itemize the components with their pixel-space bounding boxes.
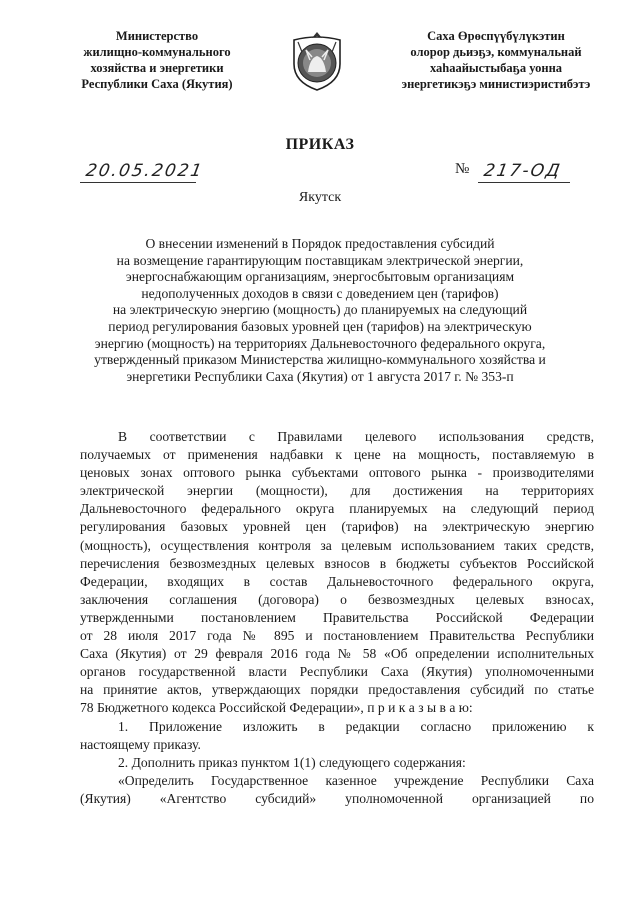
body-line: «Определить Государственное казенное учреждение Республики Саха <box>118 772 594 788</box>
subject-line: период регулирования базовых уровней цен (тарифов) на электрическую <box>108 318 532 334</box>
header-right-line: энергетикэҕэ министиэристибэтэ <box>401 77 591 91</box>
header-right-line: Саха Өрөспүүбүлүкэтин <box>427 29 565 43</box>
body-line: Федерации, входящих в состав Дальневосточного федерального округа, <box>80 573 594 589</box>
body-line: перечисления безвозмездных целевых взносов в бюджеты субъектов Российской <box>80 555 594 571</box>
coat-of-arms-icon <box>288 30 346 92</box>
subject-line: на электрическую энергию (мощность) до планируемых на следующий <box>112 302 528 318</box>
order-body <box>80 428 594 808</box>
body-line: Саха (Якутия) от 29 февраля 2016 года № 58 «Об определении исполнительных <box>80 646 594 662</box>
body-line: 1. Приложение изложить в редакции согласно приложению к <box>118 718 594 734</box>
ministry-name-yakut <box>376 28 616 92</box>
body-line: электрической энергии (мощности), для достижения на территориях <box>80 483 594 499</box>
body-line: ценовых зонах оптового рынка субъектами оптового рынка - производителями <box>80 465 594 481</box>
header-left-line: жилищно-коммунального <box>83 45 231 59</box>
body-line: настоящему приказу. <box>80 736 201 752</box>
document-title: ПРИКАЗ <box>285 136 355 153</box>
header-left-line: Министерство <box>115 29 199 43</box>
header-left-line: хозяйства и энергетики <box>90 61 224 75</box>
body-line: органов государственной власти Республики Саха (Якутия) уполномоченными <box>80 664 594 680</box>
order-number-field <box>478 160 570 183</box>
order-date-field <box>80 160 206 183</box>
body-line: от 28 июля 2017 года № 895 и постановлением Правительства Республики <box>80 628 594 644</box>
subject-line: энергоснабжающим организациям, энергосбытовым организациям <box>125 269 515 285</box>
ministry-name-russian <box>62 28 252 92</box>
body-line: Дальневосточного федерального округа планируемых на следующий период <box>80 501 594 517</box>
body-line: (Якутия) «Агентство субсидий» уполномоченной организацией по <box>80 790 594 806</box>
subject-line: утвержденный приказом Министерства жилищно-коммунального хозяйства и <box>94 352 546 368</box>
body-line: регулирования базовых уровней цен (тарифов) на электрическую энергию <box>80 519 594 535</box>
subject-line: энергетики Республики Саха (Якутия) от 1 августа 2017 г. № 353-п <box>126 368 514 384</box>
body-line: В соответствии с Правилами целевого использования средств, <box>118 429 594 444</box>
city: Якутск <box>298 190 342 205</box>
order-subject <box>60 236 580 385</box>
body-line: 2. Дополнить приказ пунктом 1(1) следующего содержания: <box>118 754 466 770</box>
subject-line: недополученных доходов в связи с доведением цен (тарифов) <box>141 285 499 301</box>
subject-line: на возмещение гарантирующим поставщикам электрической энергии, <box>116 252 524 268</box>
header-right-line: хаһаайыстыбаҕа уонна <box>429 61 563 75</box>
subject-line: О внесении изменений в Порядок предоставления субсидий <box>145 236 495 251</box>
number-label: № <box>455 161 470 177</box>
header-left-line: Республики Саха (Якутия) <box>81 77 233 91</box>
body-line: заключения соглашения (договора) о безвозмездных целевых взносах, <box>80 591 594 607</box>
body-line: (мощность), осуществления контроля за целевым использованием таких средств, <box>80 537 594 553</box>
header-right-line: олорор дьиэҕэ, коммунальнай <box>410 45 582 59</box>
order-date: 20.05.2021 <box>84 161 206 181</box>
order-number: 217-ОД <box>482 161 564 181</box>
body-line: 78 Бюджетного кодекса Российской Федерации», п р и к а з ы в а ю: <box>80 700 473 716</box>
body-line: получаемых от применения надбавки к цене на мощность, поставляемую в <box>80 447 594 463</box>
subject-line: энергию (мощность) на территориях Дальневосточного федерального округа, <box>94 335 546 351</box>
body-line: на принятие актов, утверждающих порядки предоставления субсидий по статье <box>80 682 594 698</box>
body-line: утвержденными постановлением Правительства Российской Федерации <box>80 609 594 625</box>
